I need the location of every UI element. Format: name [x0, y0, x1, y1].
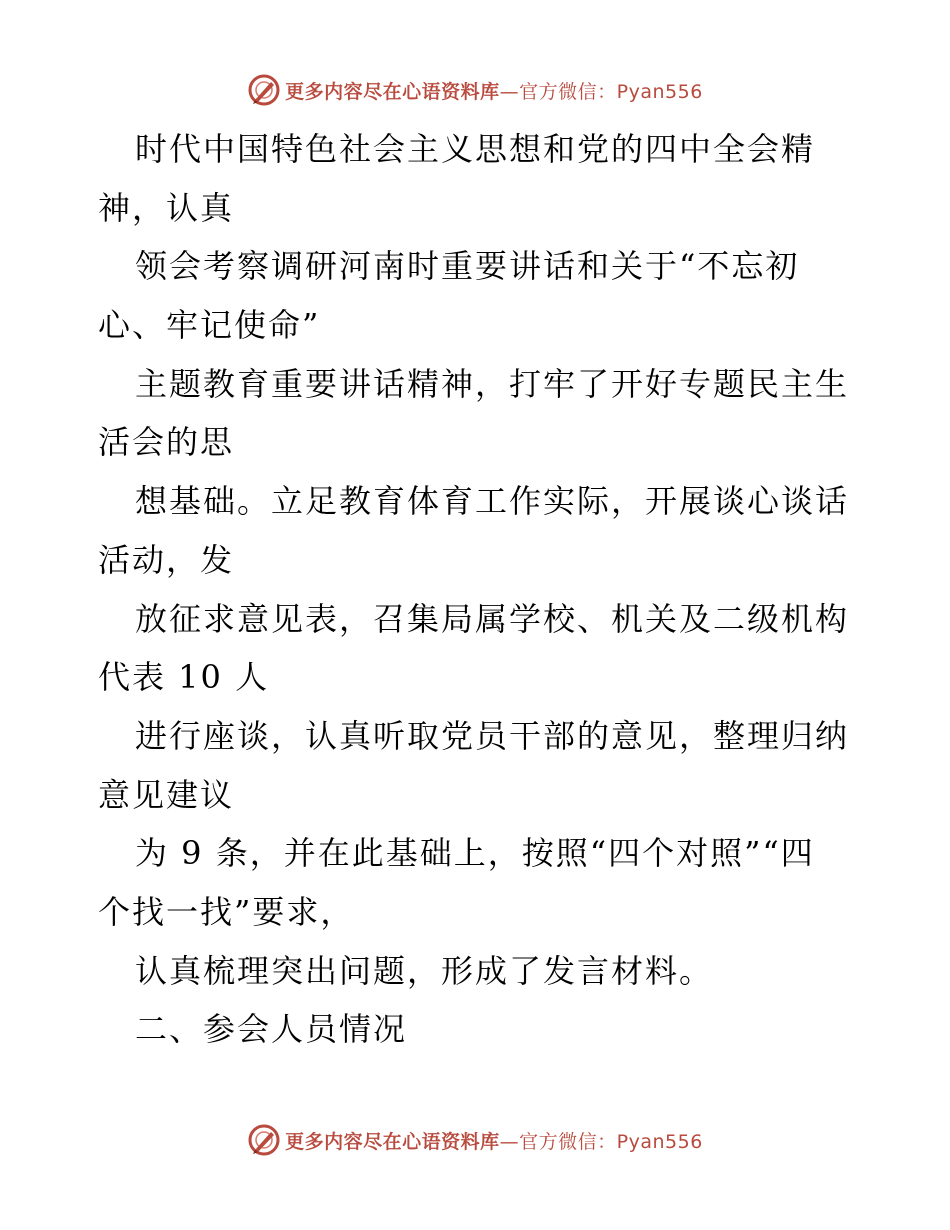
document-body — [98, 120, 858, 1059]
body-line: 进行座谈，认真听取党员干部的意见，整理归纳 — [135, 716, 850, 755]
body-line: 主题教育重要讲话精神，打牢了开好专题民主生 — [135, 364, 850, 403]
body-line: 想基础。立足教育体育工作实际，开展谈心谈话 — [135, 482, 850, 521]
footer-banner-text: 更多内容尽在心语资料库—官方微信：Pyan556 — [285, 1130, 703, 1153]
footer-watermark-banner — [0, 1120, 950, 1160]
pen-circle-logo-icon — [247, 1123, 281, 1157]
body-line: 为 9 条，并在此基础上，按照“四个对照”“四 — [135, 834, 815, 873]
body-line: 领会考察调研河南时重要讲话和关于“不忘初 — [135, 247, 800, 286]
body-line: 神，认真 — [98, 188, 235, 227]
body-line: 时代中国特色社会主义思想和党的四中全会精 — [135, 130, 816, 168]
section-heading: 二、参会人员情况 — [135, 1010, 408, 1049]
body-line: 个找一找”要求， — [98, 892, 355, 931]
header-banner-text: 更多内容尽在心语资料库—官方微信：Pyan556 — [285, 80, 703, 103]
body-line: 活会的思 — [98, 423, 235, 462]
body-line: 心、牢记使命” — [98, 306, 321, 345]
body-line: 代表 10 人 — [98, 658, 270, 697]
body-line: 活动，发 — [98, 540, 235, 579]
header-watermark-banner — [0, 70, 950, 110]
body-line: 认真梳理突出问题，形成了发言材料。 — [135, 951, 714, 990]
body-line: 放征求意见表，召集局属学校、机关及二级机构 — [135, 599, 850, 638]
pen-circle-logo-icon — [247, 73, 281, 107]
body-line: 意见建议 — [98, 775, 235, 814]
